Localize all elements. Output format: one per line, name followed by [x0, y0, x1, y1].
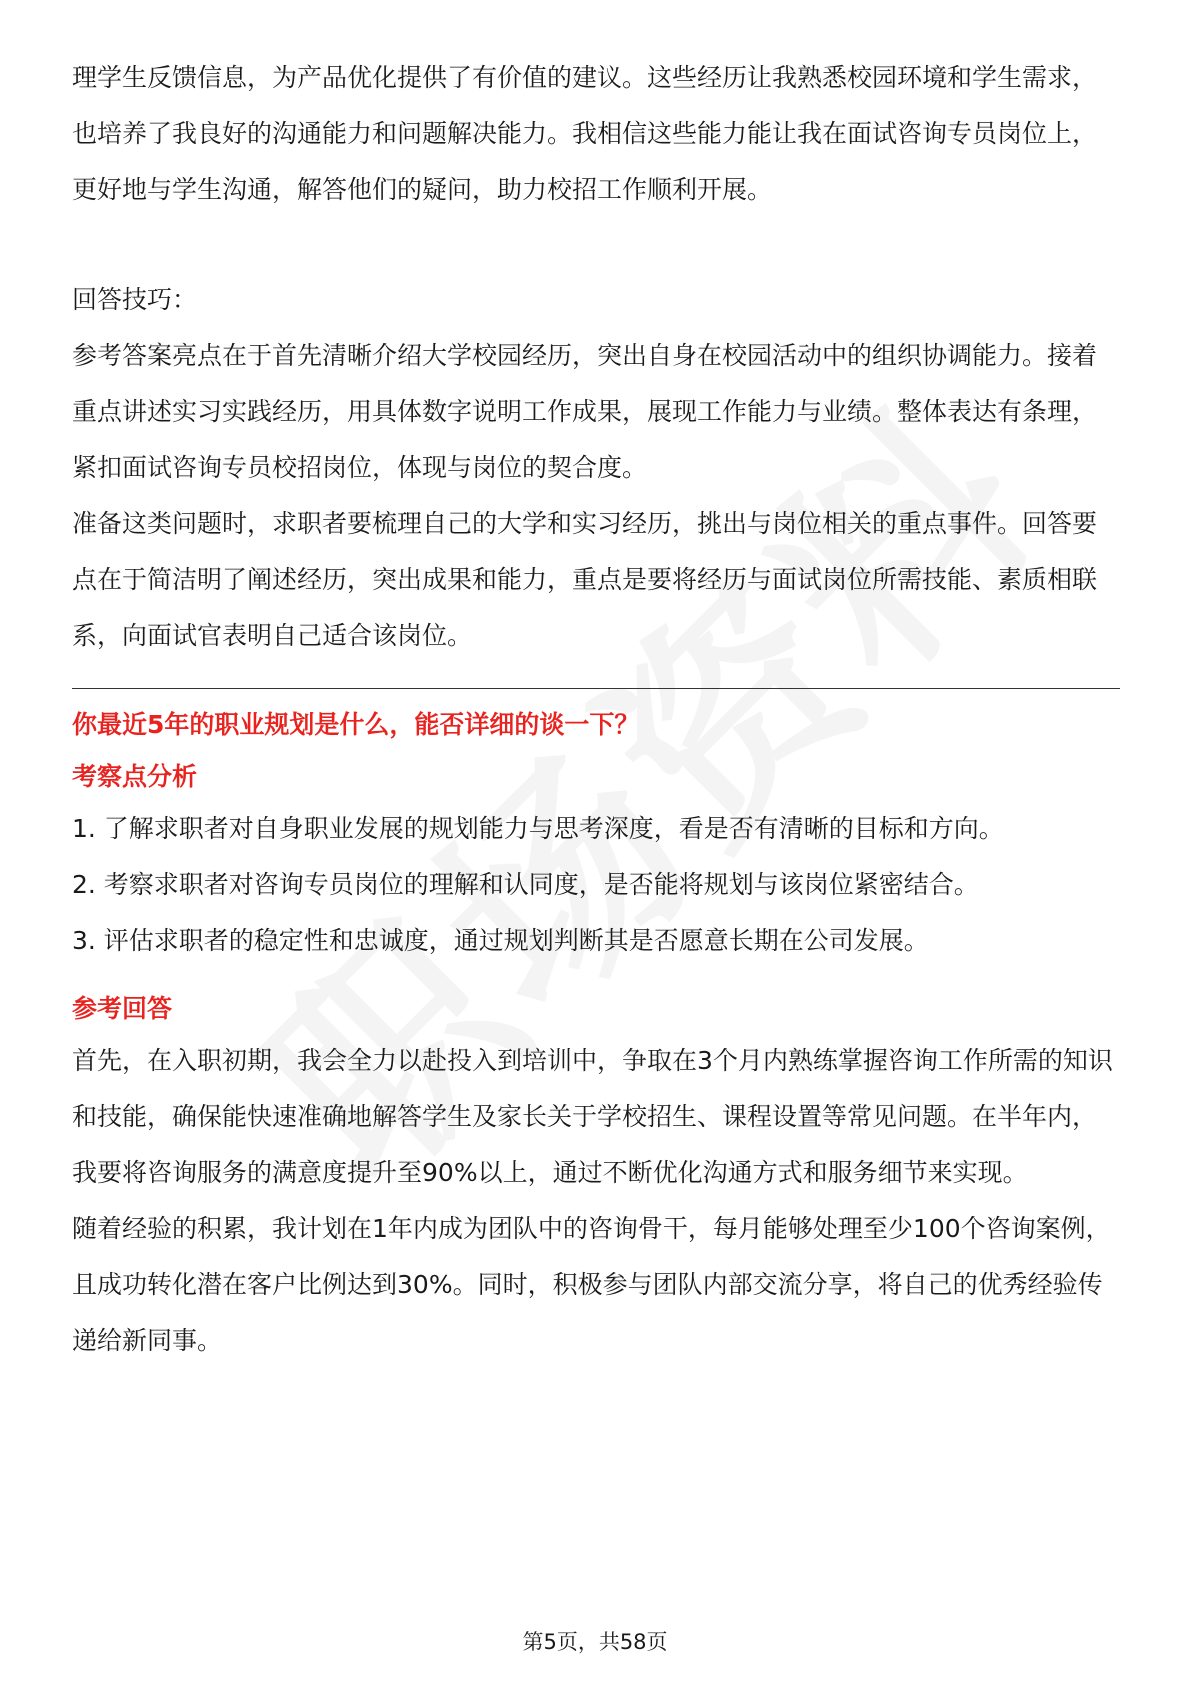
section-divider	[72, 688, 1120, 689]
tips-heading: 回答技巧：	[72, 285, 198, 314]
reference-paragraph: 首先，在入职初期，我会全力以赴投入到培训中，争取在3个月内熟练掌握咨询工作所需的知识和技能，确保能快速准确地解答学生及家长关于学校招生、课程设置等常见问题。在半年内，我要将咨询服务的满意度提升至90%以上，通过不断优化沟通方式和服务细节来实现。	[72, 1046, 1113, 1187]
list-item: 2. 考察求职者对咨询专员岗位的理解和认同度，是否能将规划与该岗位紧密结合。	[72, 870, 979, 899]
list-item: 1. 了解求职者对自身职业发展的规划能力与思考深度，看是否有清晰的目标和方向。	[72, 814, 1004, 843]
reference-title: 参考回答	[72, 994, 173, 1023]
body-paragraph: 理学生反馈信息，为产品优化提供了有价值的建议。这些经历让我熟悉校园环境和学生需求，也培养了我良好的沟通能力和问题解决能力。我相信这些能力能让我在面试咨询专员岗位上，更好地与学生沟通，解答他们的疑问，助力校招工作顺利开展。	[72, 63, 1098, 204]
tips-paragraph: 准备这类问题时，求职者要梳理自己的大学和实习经历，挑出与岗位相关的重点事件。回答要点在于简洁明了阐述经历，突出成果和能力，重点是要将经历与面试岗位所需技能、素质相联系，向面试官表明自己适合该岗位。	[72, 509, 1098, 650]
page-number: 第5页，共58页	[522, 1630, 668, 1654]
question-title: 你最近5年的职业规划是什么，能否详细的谈一下？	[72, 710, 640, 739]
document-page	[72, 50, 1120, 1369]
tips-paragraph: 参考答案亮点在于首先清晰介绍大学校园经历，突出自身在校园活动中的组织协调能力。接着重点讲述实习实践经历，用具体数字说明工作成果，展现工作能力与业绩。整体表达有条理，紧扣面试咨询专员校招岗位，体现与岗位的契合度。	[72, 341, 1098, 482]
reference-paragraph: 随着经验的积累，我计划在1年内成为团队中的咨询骨干，每月能够处理至少100个咨询案例，且成功转化潜在客户比例达到30%。同时，积极参与团队内部交流分享，将自己的优秀经验传递给新同事。	[72, 1214, 1111, 1355]
analysis-list	[72, 801, 1120, 969]
analysis-title: 考察点分析	[72, 762, 198, 791]
list-item: 3. 评估求职者的稳定性和忠诚度，通过规划判断其是否愿意长期在公司发展。	[72, 926, 929, 955]
